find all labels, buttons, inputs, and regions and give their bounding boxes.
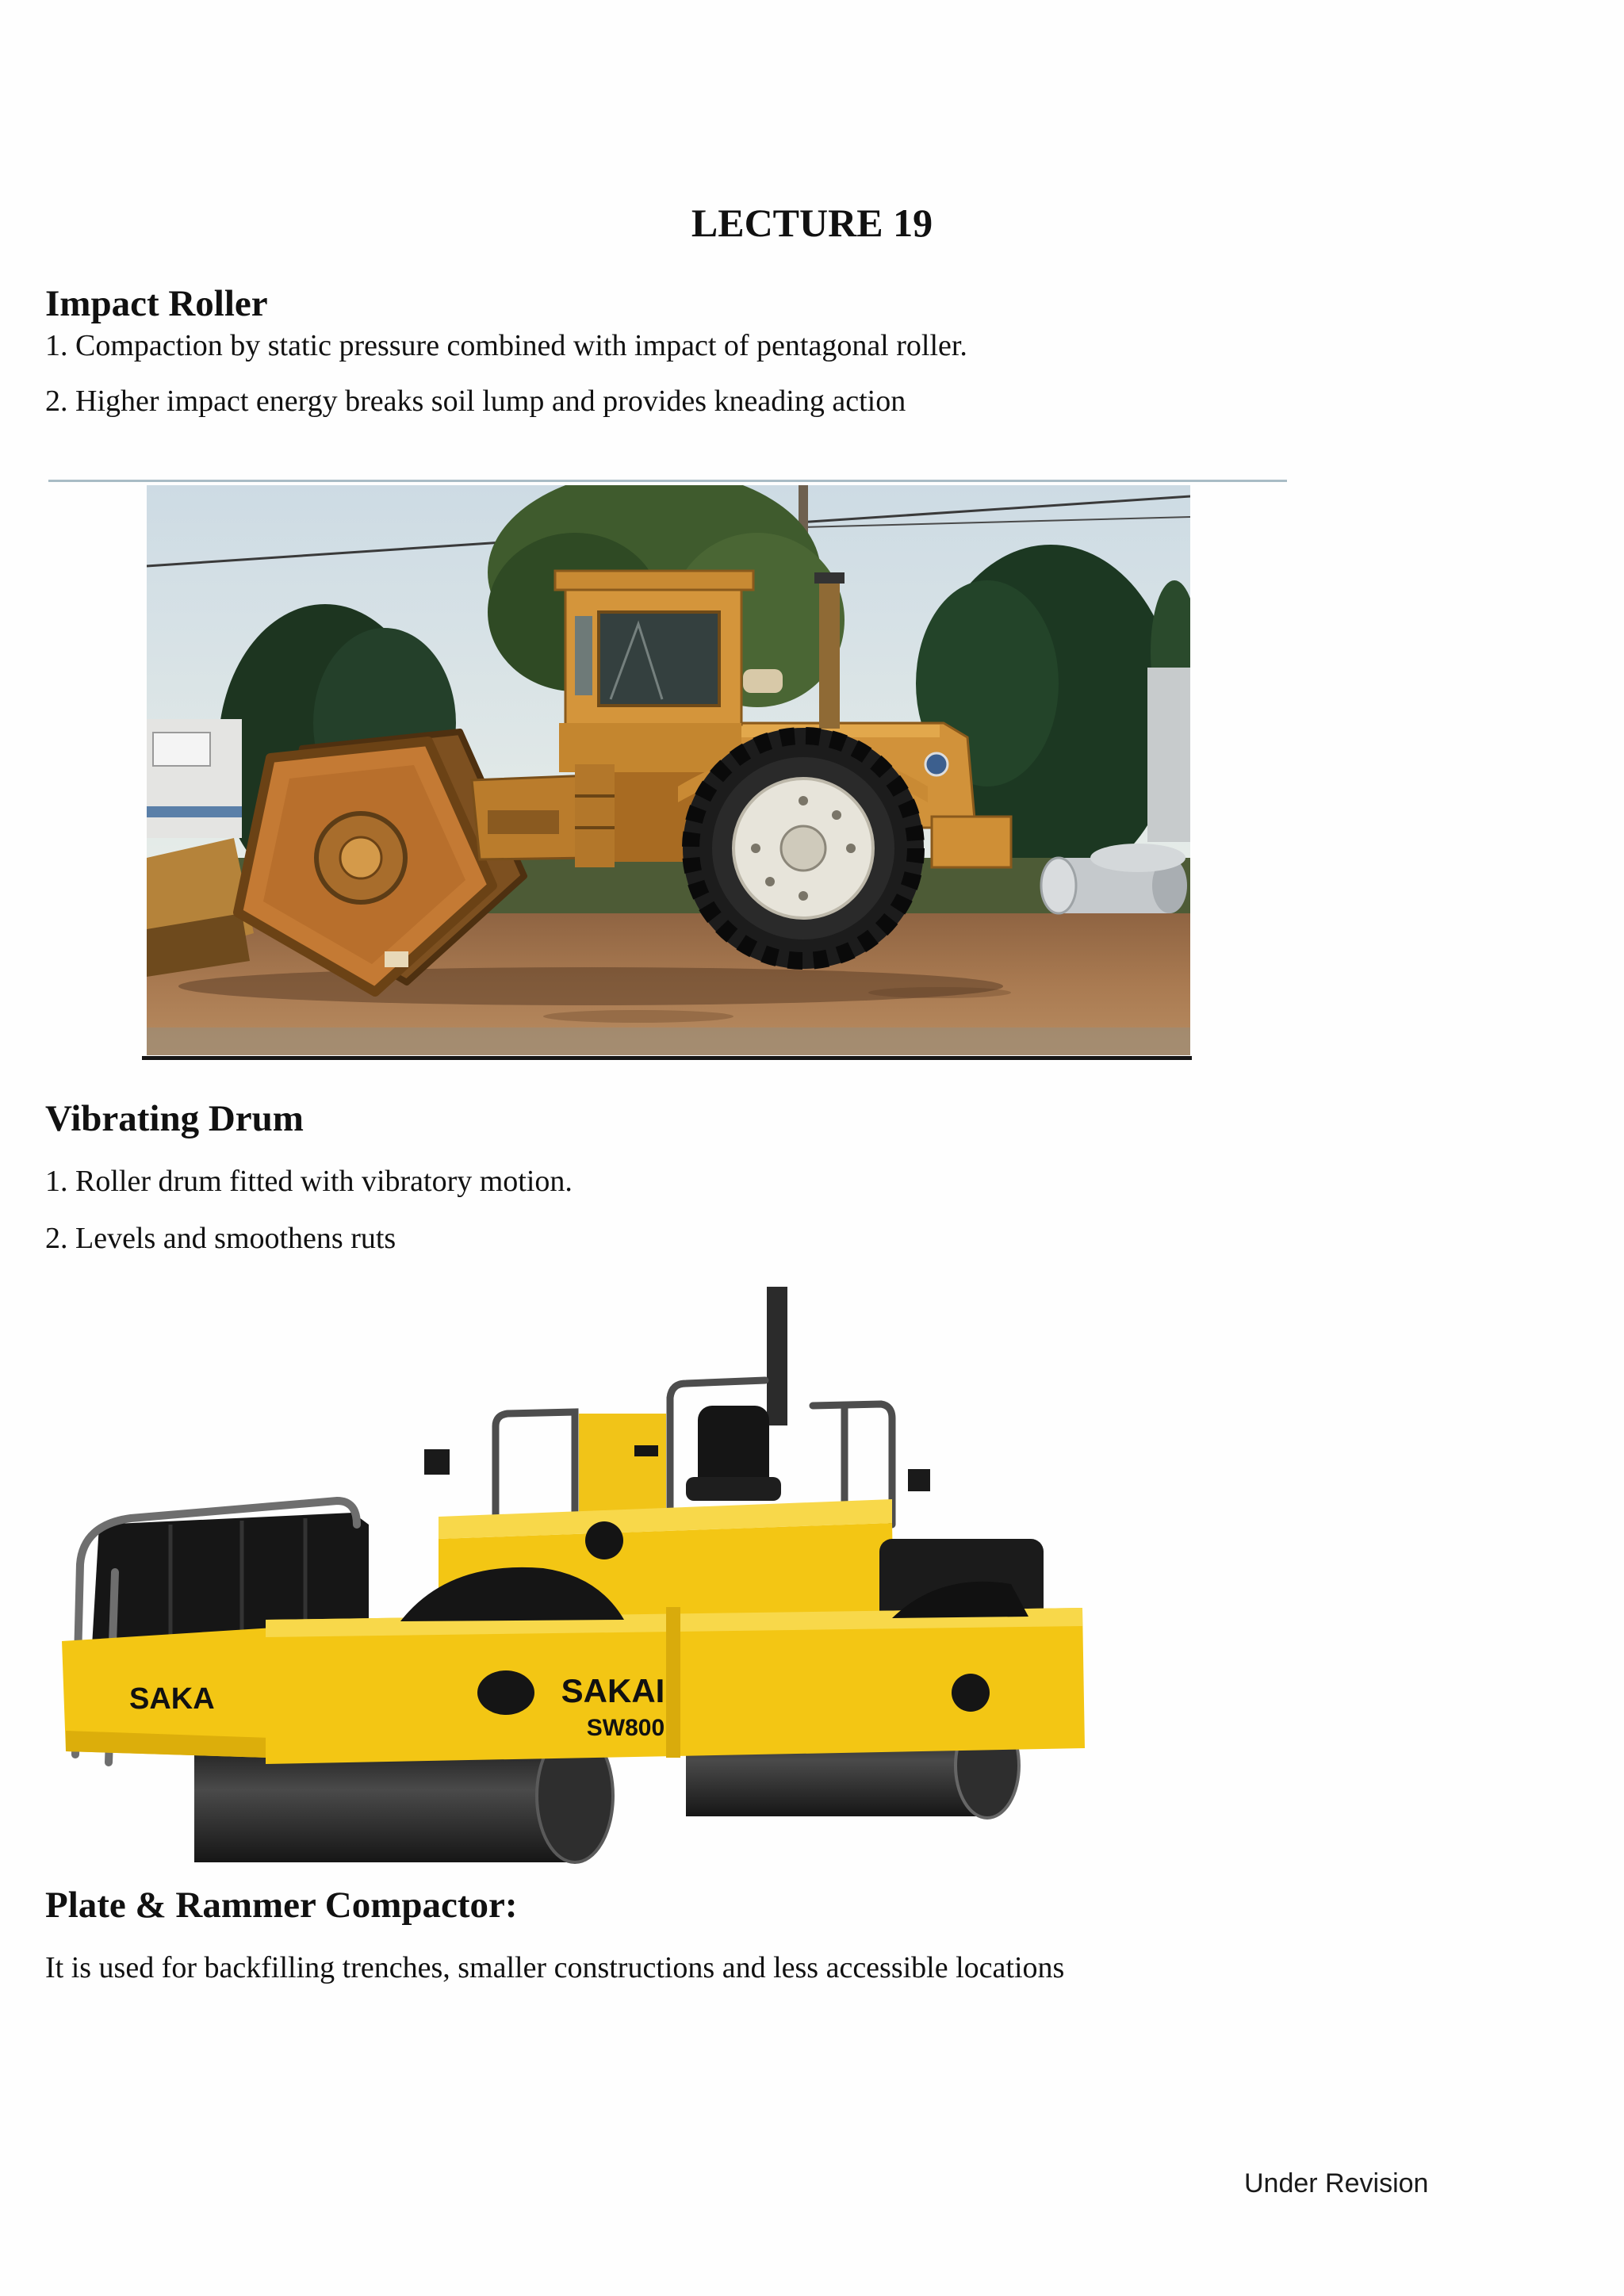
vibrating-drum-point-1: 1. Roller drum fitted with vibratory motion. bbox=[45, 1165, 573, 1198]
roller-brand-lettering: SAKAI bbox=[561, 1672, 665, 1709]
section-heading-vibrating-drum: Vibrating Drum bbox=[45, 1098, 304, 1139]
ground-shadow bbox=[178, 967, 1003, 1005]
cab-steps bbox=[575, 764, 615, 867]
control-console bbox=[579, 1414, 666, 1525]
plate-rammer-description: It is used for backfilling trenches, smaller constructions and less accessible locations bbox=[45, 1951, 1065, 1984]
front-chassis-lettering: SAKA bbox=[129, 1682, 215, 1716]
vibrating-drum-point-2: 2. Levels and smoothens ruts bbox=[45, 1222, 396, 1255]
rear-wheel bbox=[683, 728, 924, 969]
tractor-cab bbox=[555, 571, 753, 772]
figure-bottom-rule bbox=[142, 1056, 1192, 1060]
figure-top-rule bbox=[48, 480, 1287, 482]
operator-seat bbox=[686, 1406, 781, 1501]
section-heading-impact-roller: Impact Roller bbox=[45, 283, 268, 324]
vibrating-drum-roller-photo bbox=[52, 1287, 1092, 1864]
page-title: LECTURE 19 bbox=[691, 201, 933, 245]
impact-roller-point-1: 1. Compaction by static pressure combined with impact of pentagonal roller. bbox=[45, 329, 967, 362]
impact-roller-point-2: 2. Higher impact energy breaks soil lump and provides kneading action bbox=[45, 385, 906, 418]
roller-model-lettering: SW800 bbox=[586, 1715, 665, 1741]
exhaust-pipe bbox=[767, 1287, 787, 1425]
emblem-icon bbox=[925, 753, 948, 775]
frame-decal-left bbox=[477, 1670, 534, 1715]
impact-roller-photo bbox=[147, 485, 1190, 1055]
work-light-right bbox=[908, 1469, 930, 1491]
section-heading-plate-rammer-compactor: Plate & Rammer Compactor: bbox=[45, 1885, 518, 1926]
frame-decal-right bbox=[952, 1674, 990, 1712]
work-light-left bbox=[424, 1449, 450, 1475]
revision-status: Under Revision bbox=[1244, 2168, 1429, 2198]
front-chassis bbox=[62, 1627, 293, 1758]
